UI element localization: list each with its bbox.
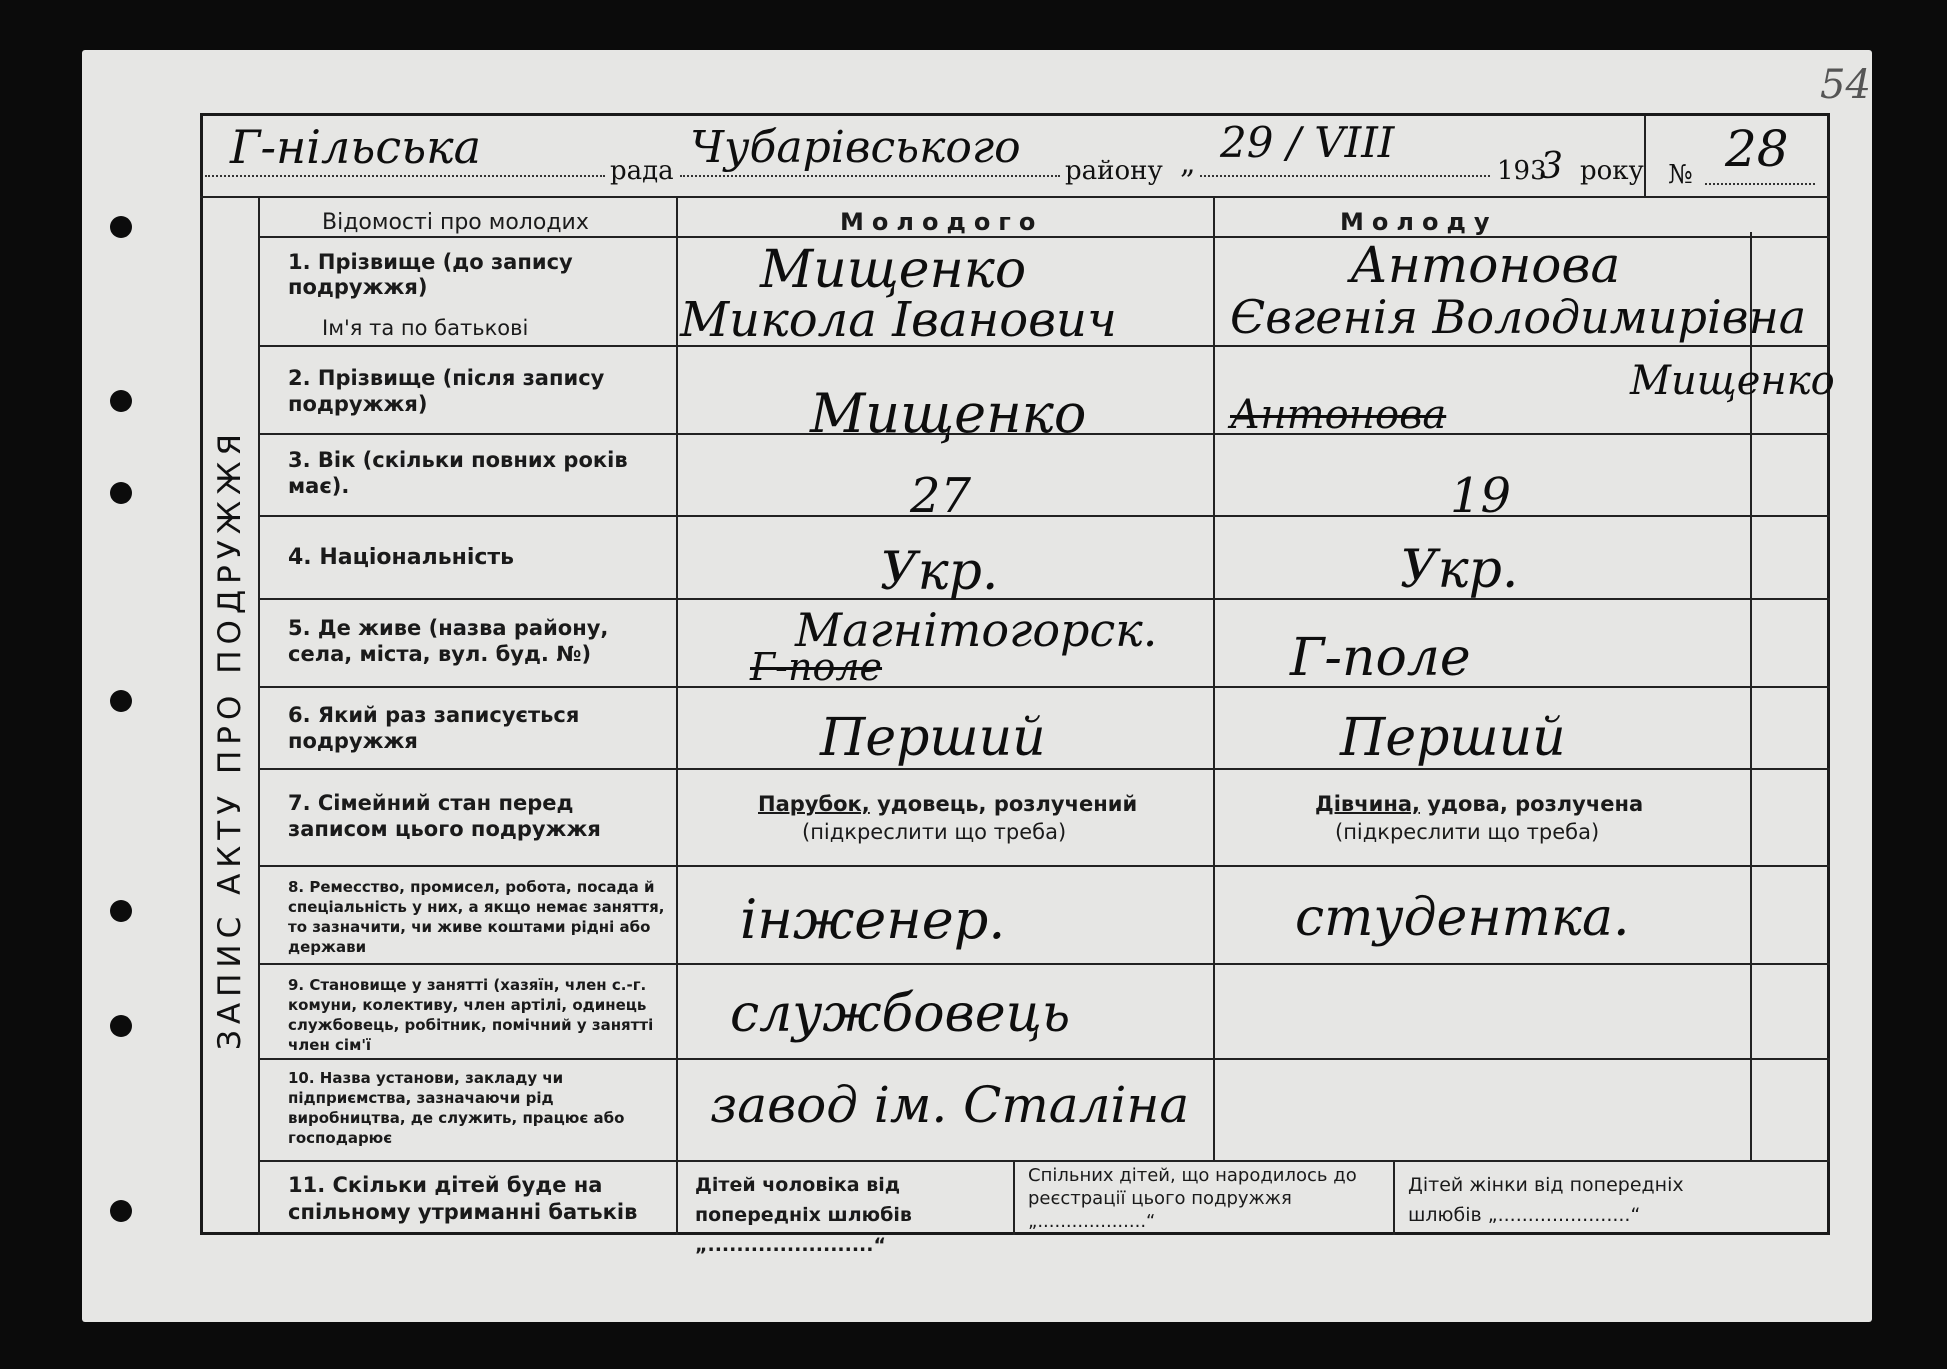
bride-status-others: удова, розлучена	[1427, 792, 1644, 816]
groom-surname-before: Мищенко	[760, 240, 1027, 300]
bride-surname-after: Мищенко	[1630, 358, 1835, 404]
council-dots	[205, 175, 605, 177]
groom-age: 27	[910, 468, 972, 524]
district-dots	[680, 175, 1060, 177]
bride-residence: Г-поле	[1290, 628, 1471, 688]
row10-label: 10. Назва установи, закладу чи підприємства, зазначаючи рід виробництва, де служить, працює або господарює	[288, 1069, 625, 1147]
number-label: №	[1668, 160, 1693, 190]
header-bottom-line	[200, 196, 1830, 198]
groom-name: Микола Іванович	[680, 292, 1117, 348]
year-hand: 3	[1540, 146, 1563, 187]
groom-nationality: Укр.	[880, 542, 999, 602]
row5-label: 5. Де живе (назва району, села, міста, вул. буд. №)	[288, 616, 609, 666]
row6-label: 6. Який раз записується подружжя	[288, 703, 580, 753]
date-quote: „	[1180, 146, 1196, 181]
bride-surname-struck: Антонова	[1230, 392, 1447, 438]
punch-hole	[110, 1200, 132, 1222]
info-column-divider	[676, 196, 678, 1235]
row3-label: 3. Вік (скільки повних років має).	[288, 448, 628, 498]
groom-bride-divider	[1213, 196, 1215, 1161]
groom-residence-struck: Г-поле	[750, 645, 883, 689]
side-title-divider	[258, 196, 260, 1235]
row-line	[258, 598, 1830, 600]
groom-workplace: завод ім. Сталіна	[710, 1076, 1190, 1134]
council-hand: Г-нільська	[230, 120, 482, 174]
district-hand: Чубарівського	[690, 122, 1021, 173]
row-line	[258, 1160, 1830, 1162]
children-divider	[1393, 1160, 1395, 1235]
punch-hole	[110, 1015, 132, 1037]
corner-mark: 54	[1820, 62, 1871, 108]
row-line	[258, 1058, 1830, 1060]
bride-surname-before: Антонова	[1350, 236, 1621, 294]
column-bride-header: Молоду	[1340, 208, 1498, 236]
year-label: року	[1580, 156, 1644, 186]
date-dots	[1200, 175, 1490, 177]
punch-hole	[110, 216, 132, 238]
row2-label: 2. Прізвище (після запису подружжя)	[288, 366, 605, 416]
side-title: ЗАПИС АКТУ ПРО ПОДРУЖЖЯ	[212, 427, 248, 1050]
column-groom-header: Молодого	[840, 208, 1044, 236]
punch-hole	[110, 900, 132, 922]
row-line	[258, 963, 1830, 965]
punch-hole	[110, 690, 132, 712]
number-hand: 28	[1725, 120, 1789, 178]
row-line	[258, 865, 1830, 867]
row-line	[258, 768, 1830, 770]
district-label: району	[1065, 156, 1163, 186]
row7-label: 7. Сімейний стан перед записом цього подружжя	[288, 791, 601, 841]
groom-status-selected: Парубок,	[758, 792, 870, 816]
row1-sublabel: Ім'я та по батькові	[322, 316, 529, 340]
bride-nationality: Укр.	[1400, 540, 1519, 600]
groom-surname-after: Мищенко	[810, 382, 1087, 445]
punch-hole	[110, 482, 132, 504]
bride-status-options	[1315, 792, 1643, 816]
bride-name: Євгенія Володимирівна	[1230, 290, 1807, 344]
groom-occupation: інженер.	[740, 888, 1006, 951]
groom-status-note: (підкреслити що треба)	[802, 820, 1067, 844]
children-wife: Дітей жінки від попередніх шлюбів „......................“	[1408, 1174, 1684, 1226]
groom-status-options	[758, 792, 1137, 816]
groom-residence: Магнітогорск.	[795, 603, 1158, 657]
row11-label: 11. Скільки дітей буде на спільному утриманні батьків	[288, 1173, 638, 1224]
row-line	[258, 686, 1830, 688]
year-printed: 193	[1497, 156, 1547, 186]
row-line	[258, 515, 1830, 517]
column-info-header: Відомості про молодих	[322, 210, 589, 235]
row1-label: 1. Прізвище (до запису подружжя)	[288, 250, 573, 299]
groom-position: службовець	[730, 984, 1071, 1044]
groom-status-others: удовець, розлучений	[877, 792, 1138, 816]
row8-label: 8. Ремесство, промисел, робота, посада й спеціальність у них, а якщо немає заняття, то зазначити, чи живе коштами рідні або держави	[288, 878, 665, 956]
children-husband: Дітей чоловіка від попередніх шлюбів „.......................“	[695, 1174, 912, 1256]
bride-occupation: студентка.	[1295, 888, 1630, 948]
bride-status-note: (підкреслити що треба)	[1335, 820, 1600, 844]
bride-status-selected: Дівчина,	[1315, 792, 1420, 816]
groom-marriage-count: Перший	[820, 708, 1046, 768]
council-label: рада	[610, 156, 674, 186]
children-divider	[1013, 1160, 1015, 1235]
children-common: Спільних дітей, що народилось до реєстрації цього подружжя „...................“	[1028, 1165, 1357, 1232]
bride-age: 19	[1450, 468, 1512, 524]
date-hand: 29 / VIII	[1220, 118, 1395, 167]
bride-marriage-count: Перший	[1340, 708, 1566, 768]
row4-label: 4. Національність	[288, 545, 515, 570]
number-divider	[1644, 116, 1646, 196]
number-dots	[1705, 183, 1815, 185]
row9-label: 9. Становище у занятті (хазяїн, член с.-г. комуни, колективу, член артілі, одинець службовець, робітник, помічний у занятті член сім'ї	[288, 976, 654, 1054]
punch-hole	[110, 390, 132, 412]
